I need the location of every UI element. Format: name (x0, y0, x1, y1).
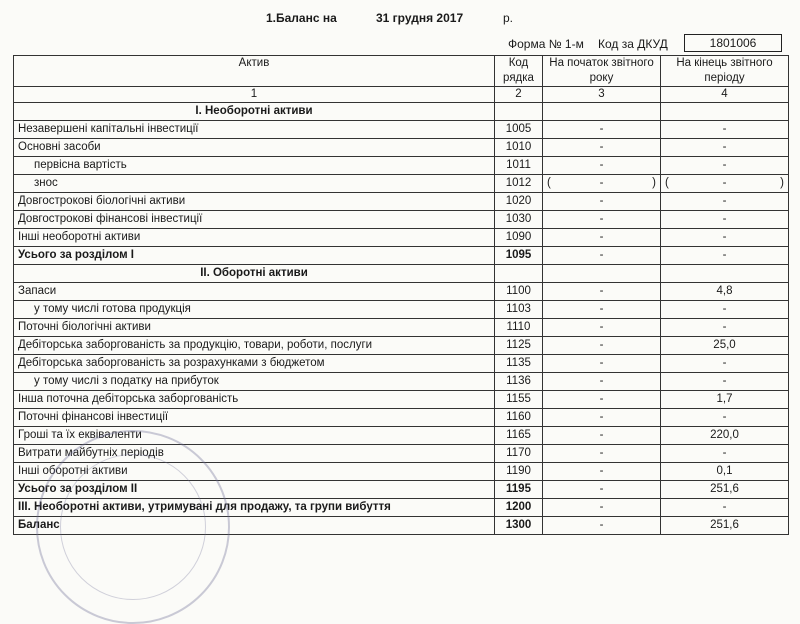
row-code: 1100 (495, 283, 543, 301)
row-code: 1135 (495, 355, 543, 373)
row-end-value: - (661, 139, 789, 157)
table-row (14, 499, 789, 517)
table-row (14, 427, 789, 445)
row-start-value: - (543, 139, 661, 157)
row-label: Довгострокові фінансові інвестиції (14, 211, 495, 229)
row-code: 1136 (495, 373, 543, 391)
row-code: 1030 (495, 211, 543, 229)
row-label: Інші необоротні активи (14, 229, 495, 247)
balance-title (0, 8, 800, 28)
value-text: - (599, 177, 604, 189)
row-label: Основні засоби (14, 139, 495, 157)
row-start-value: - (543, 247, 661, 265)
row-start-value: - (543, 481, 661, 499)
row-code: 1005 (495, 121, 543, 139)
table-row (14, 283, 789, 301)
row-code: 1095 (495, 247, 543, 265)
form-code-label: Код за ДКУД (598, 37, 668, 51)
header-code: Код рядка (495, 56, 543, 87)
row-label: Усього за розділом II (14, 481, 495, 499)
table-row (14, 445, 789, 463)
row-end-value: - (661, 409, 789, 427)
title-label: 1.Баланс на (266, 11, 337, 25)
form-name: Форма № 1-м (508, 37, 584, 51)
row-end-value: - (661, 373, 789, 391)
row-start-value: ( - ) (543, 175, 661, 193)
row-label: Запаси (14, 283, 495, 301)
row-label: III. Необоротні активи, утримувані для продажу, та групи вибуття (14, 499, 495, 517)
table-row (14, 247, 789, 265)
row-label: Довгострокові біологічні активи (14, 193, 495, 211)
row-start-value: - (543, 373, 661, 391)
row-start-value: - (543, 499, 661, 517)
row-start-value (543, 265, 661, 283)
row-code: 1165 (495, 427, 543, 445)
table-row (14, 481, 789, 499)
table-row (14, 355, 789, 373)
row-start-value: - (543, 517, 661, 535)
title-unit: р. (503, 11, 514, 25)
row-end-value: - (661, 355, 789, 373)
row-start-value: - (543, 157, 661, 175)
title-date: 31 грудня 2017 (376, 11, 464, 25)
row-start-value: - (543, 445, 661, 463)
header-start: На початок звітного року (543, 56, 661, 87)
row-label: Поточні фінансові інвестиції (14, 409, 495, 427)
row-code: 1011 (495, 157, 543, 175)
row-start-value (543, 103, 661, 121)
row-start-value: - (543, 211, 661, 229)
column-number: 2 (495, 87, 543, 103)
table-row (14, 463, 789, 481)
row-end-value: ( - ) (661, 175, 789, 193)
table-row (14, 193, 789, 211)
row-end-value: - (661, 319, 789, 337)
row-end-value: - (661, 229, 789, 247)
row-label: Усього за розділом I (14, 247, 495, 265)
row-end-value: - (661, 247, 789, 265)
row-end-value: 251,6 (661, 481, 789, 499)
table-row (14, 157, 789, 175)
row-start-value: - (543, 427, 661, 445)
table-row (14, 517, 789, 535)
form-code-box: 1801006 (684, 34, 782, 52)
row-label: первісна вартість (14, 157, 495, 175)
row-code: 1010 (495, 139, 543, 157)
row-label: Баланс (14, 517, 495, 535)
table-row (14, 337, 789, 355)
table-row (14, 175, 789, 193)
value-text: - (722, 177, 727, 189)
table-body (14, 103, 789, 535)
column-number: 4 (661, 87, 789, 103)
row-code: 1020 (495, 193, 543, 211)
section-title: II. Оборотні активи (14, 265, 495, 283)
row-code: 1160 (495, 409, 543, 427)
row-end-value (661, 103, 789, 121)
section-row (14, 103, 789, 121)
row-end-value: - (661, 211, 789, 229)
row-start-value: - (543, 301, 661, 319)
section-title: I. Необоротні активи (14, 103, 495, 121)
table-row (14, 139, 789, 157)
row-start-value: - (543, 319, 661, 337)
row-label: Незавершені капітальні інвестиції (14, 121, 495, 139)
row-start-value: - (543, 121, 661, 139)
row-end-value: 4,8 (661, 283, 789, 301)
table-row (14, 373, 789, 391)
row-end-value: - (661, 301, 789, 319)
table-row (14, 229, 789, 247)
table-row (14, 301, 789, 319)
row-label: Інші оборотні активи (14, 463, 495, 481)
row-code (495, 265, 543, 283)
row-code: 1103 (495, 301, 543, 319)
row-label: знос (14, 175, 495, 193)
row-label: Дебіторська заборгованість за розрахунками з бюджетом (14, 355, 495, 373)
row-label: у тому числі з податку на прибуток (14, 373, 495, 391)
row-label: Інша поточна дебіторська заборгованість (14, 391, 495, 409)
row-start-value: - (543, 229, 661, 247)
row-start-value: - (543, 355, 661, 373)
row-label: Витрати майбутніх періодів (14, 445, 495, 463)
row-start-value: - (543, 193, 661, 211)
header-asset: Актив (14, 56, 495, 87)
table-row (14, 409, 789, 427)
row-start-value: - (543, 409, 661, 427)
form-info (508, 36, 757, 51)
row-code: 1012 (495, 175, 543, 193)
header-end: На кінець звітного періоду (661, 56, 789, 87)
row-label: Гроші та їх еквіваленти (14, 427, 495, 445)
row-code (495, 103, 543, 121)
row-code: 1195 (495, 481, 543, 499)
row-label: Поточні біологічні активи (14, 319, 495, 337)
column-number: 1 (14, 87, 495, 103)
row-end-value: 1,7 (661, 391, 789, 409)
row-code: 1190 (495, 463, 543, 481)
table-row (14, 391, 789, 409)
column-number: 3 (543, 87, 661, 103)
row-end-value: 25,0 (661, 337, 789, 355)
row-end-value: - (661, 157, 789, 175)
row-code: 1110 (495, 319, 543, 337)
row-end-value: 220,0 (661, 427, 789, 445)
row-end-value: - (661, 499, 789, 517)
row-end-value: - (661, 445, 789, 463)
row-label: у тому числі готова продукція (14, 301, 495, 319)
row-code: 1300 (495, 517, 543, 535)
row-code: 1200 (495, 499, 543, 517)
table-row (14, 121, 789, 139)
balance-table (13, 55, 789, 535)
header-row (14, 56, 789, 87)
row-end-value: - (661, 121, 789, 139)
column-number-row (14, 87, 789, 103)
row-code: 1170 (495, 445, 543, 463)
row-start-value: - (543, 391, 661, 409)
row-end-value (661, 265, 789, 283)
row-start-value: - (543, 337, 661, 355)
row-label: Дебіторська заборгованість за продукцію, товари, роботи, послуги (14, 337, 495, 355)
row-end-value: 0,1 (661, 463, 789, 481)
row-start-value: - (543, 283, 661, 301)
row-code: 1090 (495, 229, 543, 247)
row-code: 1155 (495, 391, 543, 409)
row-code: 1125 (495, 337, 543, 355)
row-end-value: 251,6 (661, 517, 789, 535)
row-start-value: - (543, 463, 661, 481)
table-row (14, 319, 789, 337)
table-row (14, 211, 789, 229)
row-end-value: - (661, 193, 789, 211)
section-row (14, 265, 789, 283)
